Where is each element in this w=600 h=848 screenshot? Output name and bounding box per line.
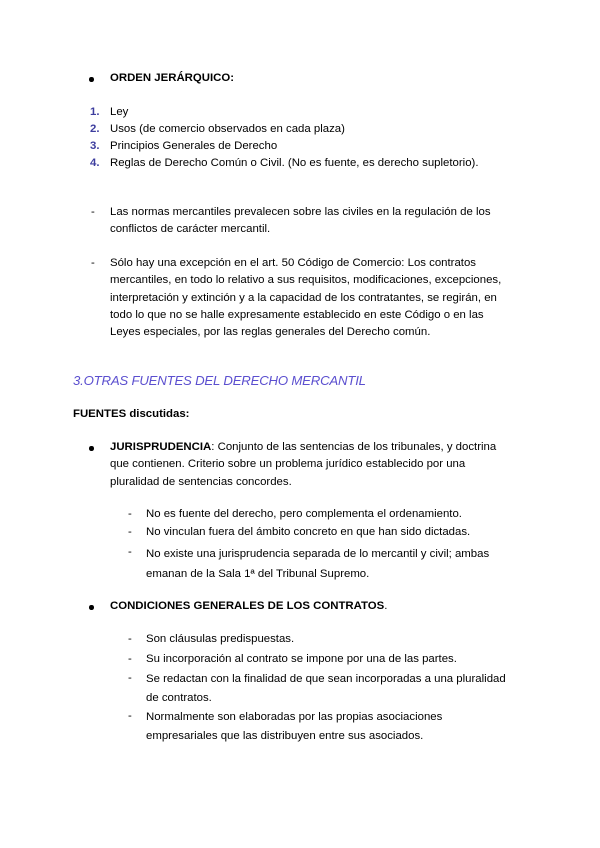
- text-line: : Conjunto de las sentencias de los tribunales, y doctrina: [211, 441, 497, 453]
- dash-marker: -: [128, 508, 132, 520]
- jurisprudencia-term: JURISPRUDENCIA: [110, 441, 212, 453]
- condiciones-heading: [110, 598, 387, 615]
- text-line: Son cláusulas predispuestas.: [146, 633, 295, 645]
- bullet-dot: [89, 605, 94, 610]
- text-line: No es fuente del derecho, pero complementa el ordenamiento.: [146, 508, 462, 520]
- text-line: .: [384, 600, 388, 612]
- condiciones-point: [146, 631, 294, 648]
- text-line: todo lo que no se halle expresamente establecido en este Código o en las: [110, 308, 484, 321]
- jurisprudencia-point: [146, 506, 462, 523]
- text-line: que contienen. Criterio sobre un problema jurídico establecido por una: [110, 458, 466, 471]
- dash-marker: -: [128, 633, 132, 645]
- text-line: de contratos.: [146, 692, 212, 704]
- jurisprudencia-point: [146, 544, 489, 584]
- dash-marker: -: [128, 710, 132, 722]
- condiciones-point: [146, 670, 506, 708]
- dash-marker: -: [128, 653, 132, 665]
- text-line: Su incorporación al contrato se impone por una de las partes.: [146, 653, 457, 665]
- text-line: Normalmente son elaboradas por las propias asociaciones: [146, 711, 443, 723]
- condiciones-point: [146, 651, 457, 668]
- list-number: 3.: [90, 140, 100, 152]
- jurisprudencia-block: [110, 439, 496, 491]
- text-line: conflictos de carácter mercantil.: [110, 223, 271, 236]
- list-item: Principios Generales de Derecho: [110, 140, 278, 152]
- text-line: No existe una jurisprudencia separada de lo mercantil y civil; ambas: [146, 548, 490, 560]
- dash-marker: -: [91, 257, 95, 269]
- dash-marker: -: [128, 672, 132, 684]
- text-line: Sólo hay una excepción en el art. 50 Código de Comercio: Los contratos: [110, 257, 476, 269]
- list-number: 1.: [90, 106, 100, 118]
- list-item: Ley: [110, 106, 129, 118]
- text-line: Las normas mercantiles prevalecen sobre las civiles en la regulación de los: [110, 206, 491, 218]
- text-line: interpretación y extinción y a la capacidad de los contratantes, se regirán, en: [110, 291, 497, 304]
- list-item: Reglas de Derecho Común o Civil. (No es fuente, es derecho supletorio).: [110, 157, 479, 169]
- dash-marker: -: [128, 526, 132, 538]
- text-line: mercantiles, en todo lo relativo a sus requisitos, modificaciones, excepciones,: [110, 274, 502, 287]
- text-line: empresariales que las distribuyen entre sus asociados.: [146, 730, 424, 742]
- text-line: Se redactan con la finalidad de que sean incorporadas a una pluralidad: [146, 673, 506, 685]
- section-heading: 3.OTRAS FUENTES DEL DERECHO MERCANTIL: [73, 373, 366, 388]
- list-number: 2.: [90, 123, 100, 135]
- jurisprudencia-point: [146, 524, 470, 541]
- condiciones-term: CONDICIONES GENERALES DE LOS CONTRATOS: [110, 600, 385, 612]
- list-item: Usos (de comercio observados en cada plaza): [110, 123, 345, 135]
- text-line: emanan de la Sala 1ª del Tribunal Supremo.: [146, 568, 370, 580]
- bullet-dot: [89, 77, 94, 82]
- dash-marker: -: [91, 206, 95, 218]
- bullet-dot: [89, 446, 94, 451]
- orden-title: ORDEN JERÁRQUICO:: [110, 72, 235, 84]
- text-line: Leyes especiales, por las reglas generales del Derecho común.: [110, 326, 431, 339]
- dash-marker: -: [128, 546, 132, 558]
- note-excepcion: [110, 255, 501, 341]
- list-number: 4.: [90, 157, 100, 169]
- subheading: FUENTES discutidas:: [73, 408, 190, 420]
- note-prevalencia: [110, 204, 491, 239]
- text-line: No vinculan fuera del ámbito concreto en que han sido dictadas.: [146, 526, 471, 538]
- condiciones-point: [146, 708, 442, 746]
- text-line: pluralidad de sentencias concordes.: [110, 475, 292, 488]
